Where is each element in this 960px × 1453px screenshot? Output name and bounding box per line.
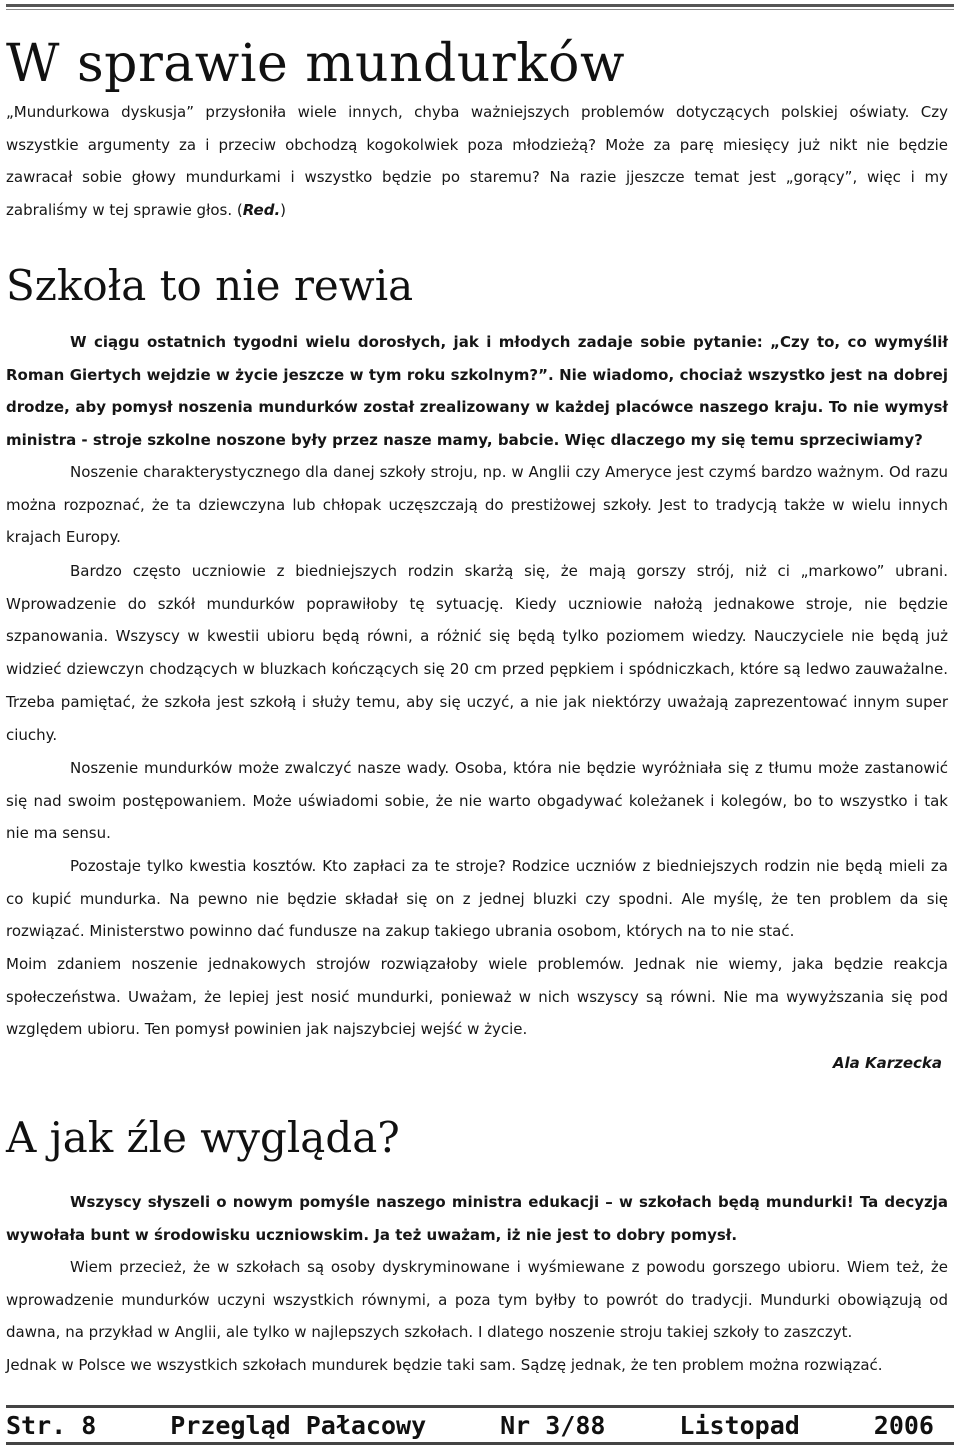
footer-month: Listopad bbox=[679, 1410, 800, 1440]
top-rule-thin bbox=[6, 9, 954, 10]
top-rule bbox=[6, 4, 954, 7]
article3-lead: Wszyscy słyszeli o nowym pomyśle naszego ministra edukacji – w szkołach będą mundurki! Ta decyzja wywołała bunt w środowisku uczniowskim. Ja też uważam, iż nie jest to dobry pomysł. bbox=[6, 1193, 948, 1244]
author-signature: Ala Karzecka bbox=[832, 1054, 942, 1072]
article-intro bbox=[6, 96, 948, 227]
article-title-mundurki: W sprawie mundurków bbox=[6, 34, 626, 94]
footer-page-number: Str. 8 bbox=[6, 1410, 97, 1440]
footer-issue: Nr 3/88 bbox=[500, 1410, 606, 1440]
footer-year: 2006 bbox=[873, 1410, 934, 1440]
article2-paragraph-5: Moim zdaniem noszenie jednakowych strojów rozwiązałoby wiele problemów. Jednak nie wiemy, jaka będzie reakcja społeczeństwa. Uważam, że lepiej jest nosić mundurki, ponieważ w nich wszyscy są równi. Nie ma wywyższania się pod względem ubioru. Ten pomysł powinien jak najszybciej wejść w życie. bbox=[6, 955, 948, 1039]
article3-paragraph-2: Jednak w Polsce we wszystkich szkołach mundurek będzie taki sam. Sądzę jednak, że ten problem można rozwiązać. bbox=[6, 1356, 883, 1374]
intro-red-signature: Red. bbox=[242, 201, 281, 220]
intro-end: ) bbox=[280, 201, 287, 220]
article2-paragraph-2: Bardzo często uczniowie z biedniejszych rodzin skarżą się, że mają gorszy strój, niż ci „markowo” ubrani. Wprowadzenie do szkół mundurków poprawiłoby tę sytuację. Kiedy uczniowie nałożą jednakowe stroje, nie będzie szpanowania. Wszyscy w kwestii ubioru będą równi, a różnić się będą tylko poziomem wiedzy. Nauczyciele nie będą już widzieć dziewczyn chodzących w bluzkach kończących się 20 cm przed pępkiem i spódniczkach, które są ledwo zauważalne. Trzeba pamiętać, że szkoła jest szkołą i służy temu, aby się uczyć, a nie jak niektórzy uważają zaprezentować innym super ciuchy. bbox=[6, 562, 948, 744]
intro-text: „Mundurkowa dyskusja” przysłoniła wiele innych, chyba ważniejszych problemów dotyczących polskiej oświaty. Czy wszystkie argumenty za i przeciw obchodzą kogokolwiek poza młodzieżą? Może za parę miesięcy już nikt nie będzie zawracał sobie głowy mundurkami i wszystko będzie po staremu? Na razie jjeszcze temat jest „gorący”, więc i my zabraliśmy w tej sprawie głos. ( bbox=[6, 103, 948, 220]
page-footer bbox=[6, 1405, 954, 1445]
article2-lead: W ciągu ostatnich tygodni wielu dorosłych, jak i młodych zadaje sobie pytanie: „Czy to, co wymyślił Roman Giertych wejdzie w życie jeszcze w tym roku szkolnym?”. Nie wiadomo, chociaż wszystko jest na dobrej drodze, aby pomysł noszenia mundurków został zrealizowany w każdej placówce naszego kraju. To nie wymysł ministra - stroje szkolne noszone były przez nasze mamy, babcie. Więc dlaczego my się temu sprzeciwiamy? bbox=[6, 333, 948, 450]
footer-magazine-name: Przegląd Pałacowy bbox=[170, 1410, 427, 1440]
article3-paragraph-1: Wiem przecież, że w szkołach są osoby dyskryminowane i wyśmiewane z powodu gorszego ubioru. Wiem też, że wprowadzenie mundurków uczyni wszystkich równymi, a poza tym byłby to powrót do tradycji. Mundurki obowiązują od dawna, na przykład w Anglii, ale tylko w najlepszych szkołach. I dlatego noszenie stroju takiej szkoły to zaszczyt. bbox=[6, 1258, 948, 1342]
article-title-zle: A jak źle wygląda? bbox=[6, 1113, 400, 1162]
article2-paragraph-1: Noszenie charakterystycznego dla danej szkoły stroju, np. w Anglii czy Ameryce jest czymś bardzo ważnym. Od razu można rozpoznać, że ta dziewczyna lub chłopak uczęszczają do prestiżowej szkoły. Jest to tradycją także w wielu innych krajach Europy. bbox=[6, 463, 948, 547]
article2-paragraph-4: Pozostaje tylko kwestia kosztów. Kto zapłaci za te stroje? Rodzice uczniów z biedniejszych rodzin nie będą mieli za co kupić mundurka. Na pewno nie będzie składał się on z jednej bluzki czy spodni. Ale myślę, że ten problem da się rozwiązać. Ministerstwo powinno dać fundusze na zakup takiego ubrania osobom, których na to nie stać. bbox=[6, 857, 948, 941]
article-title-rewia: Szkoła to nie rewia bbox=[6, 261, 414, 310]
article2-paragraph-3: Noszenie mundurków może zwalczyć nasze wady. Osoba, która nie będzie wyróżniała się z tłumu może zastanowić się nad swoim postępowaniem. Może uświadomi sobie, że nie warto obgadywać koleżanek i kolegów, bo to wszystko i tak nie ma sensu. bbox=[6, 759, 948, 843]
